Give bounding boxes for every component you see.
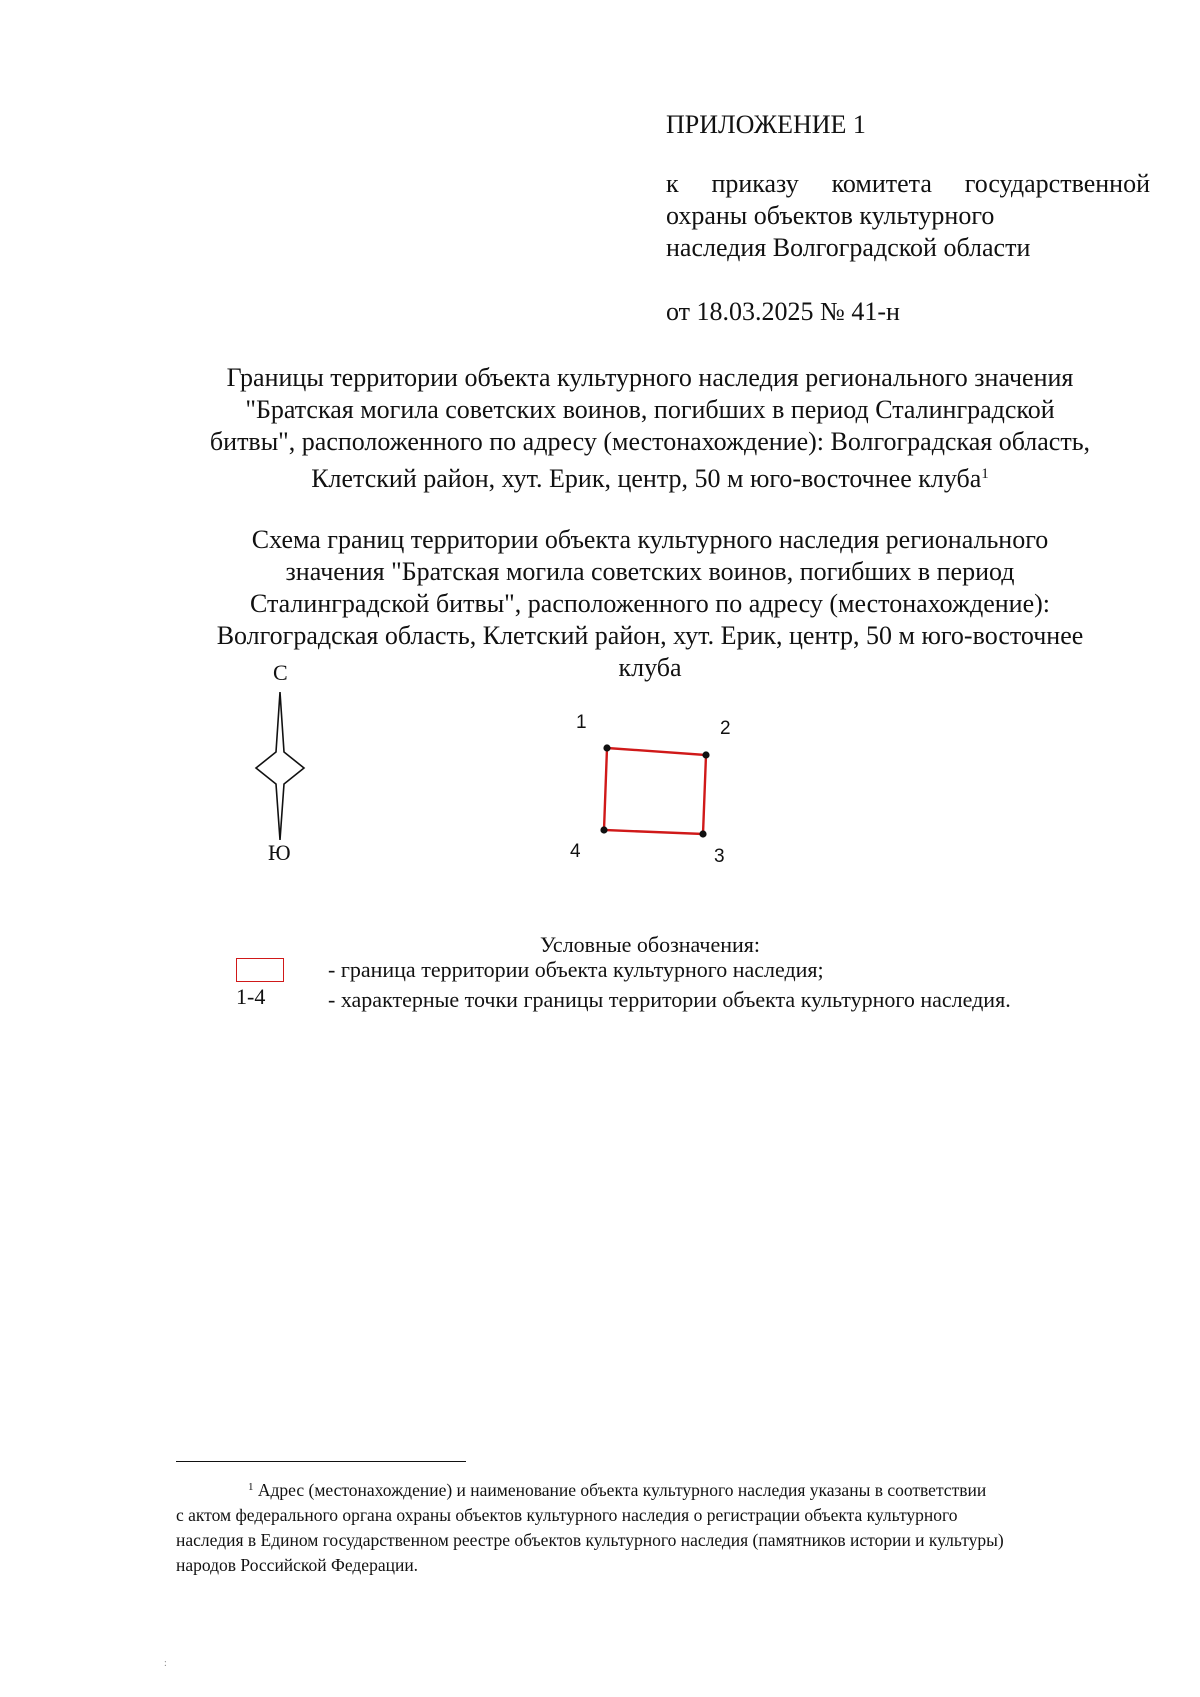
boundary-polygon (604, 748, 706, 834)
compass-north-label: С (273, 660, 288, 685)
appendix-heading: ПРИЛОЖЕНИЕ 1 (666, 110, 866, 139)
boundary-point (699, 830, 706, 837)
scheme-line: Волгоградская область, Клетский район, хут. Ерик, центр, 50 м юго-восточнее (216, 621, 1084, 650)
document-title (150, 362, 1150, 495)
title-line-text: Клетский район, хут. Ерик, центр, 50 м юго-восточнее клуба (311, 464, 982, 493)
boundary-point (600, 826, 607, 833)
compass-star-icon (250, 690, 310, 840)
appendix-order-reference (666, 168, 1150, 264)
footnote-line: народов Российской Федерации. (176, 1555, 419, 1575)
footnote-line (176, 1475, 1146, 1503)
legend-points-text: - характерные точки границы территории объекта культурного наследия. (328, 987, 1011, 1012)
footnote (176, 1475, 1146, 1578)
boundary-point (702, 751, 709, 758)
boundary-scheme (560, 705, 740, 880)
scheme-heading (150, 524, 1150, 684)
point-label-1: 1 (576, 712, 587, 733)
order-word: комитета (831, 169, 932, 198)
legend-boundary-swatch (236, 958, 284, 982)
point-label-2: 2 (720, 718, 731, 739)
title-line: "Братская могила советских воинов, погибших в период Сталинградской (245, 395, 1055, 424)
footnote-reference: 1 (981, 466, 989, 482)
title-line (150, 458, 1150, 495)
order-line-2: охраны объектов культурного (666, 201, 995, 230)
footnote-text: Адрес (местонахождение) и наименование объекта культурного наследия указаны в соответствии (257, 1480, 987, 1500)
point-label-4: 4 (570, 841, 581, 862)
footnote-line: наследия в Едином государственном реестре объектов культурного наследия (памятников истории и культуры) (176, 1530, 1004, 1550)
legend-points-symbol: 1-4 (236, 984, 266, 1009)
legend-title: Условные обозначения: (540, 932, 761, 957)
title-line: битвы", расположенного по адресу (местонахождение): Волгоградская область, (209, 427, 1091, 456)
legend-boundary-text: - граница территории объекта культурного наследия; (328, 957, 824, 982)
scheme-line: Схема границ территории объекта культурного наследия регионального (251, 525, 1049, 554)
order-word: приказу (711, 169, 799, 198)
footnote-separator (176, 1461, 466, 1462)
scheme-line: значения "Братская могила советских воинов, погибших в период (285, 557, 1015, 586)
order-word: государственной (964, 169, 1150, 198)
scan-mark: : (164, 1658, 167, 1669)
scheme-line: клуба (618, 653, 682, 682)
appendix-date: от 18.03.2025 № 41-н (666, 297, 900, 326)
order-line-1 (666, 168, 1150, 200)
footnote-number: 1 (248, 1481, 254, 1493)
order-line-3: наследия Волгоградской области (666, 233, 1031, 262)
order-word: к (666, 169, 679, 198)
point-label-3: 3 (714, 846, 725, 867)
scheme-line: Сталинградской битвы", расположенного по адресу (местонахождение): (249, 589, 1051, 618)
title-line: Границы территории объекта культурного наследия регионального значения (226, 363, 1074, 392)
boundary-point (603, 744, 610, 751)
footnote-line: с актом федерального органа охраны объектов культурного наследия о регистрации объекта культурного (176, 1505, 958, 1525)
compass-south-label: Ю (268, 840, 291, 865)
